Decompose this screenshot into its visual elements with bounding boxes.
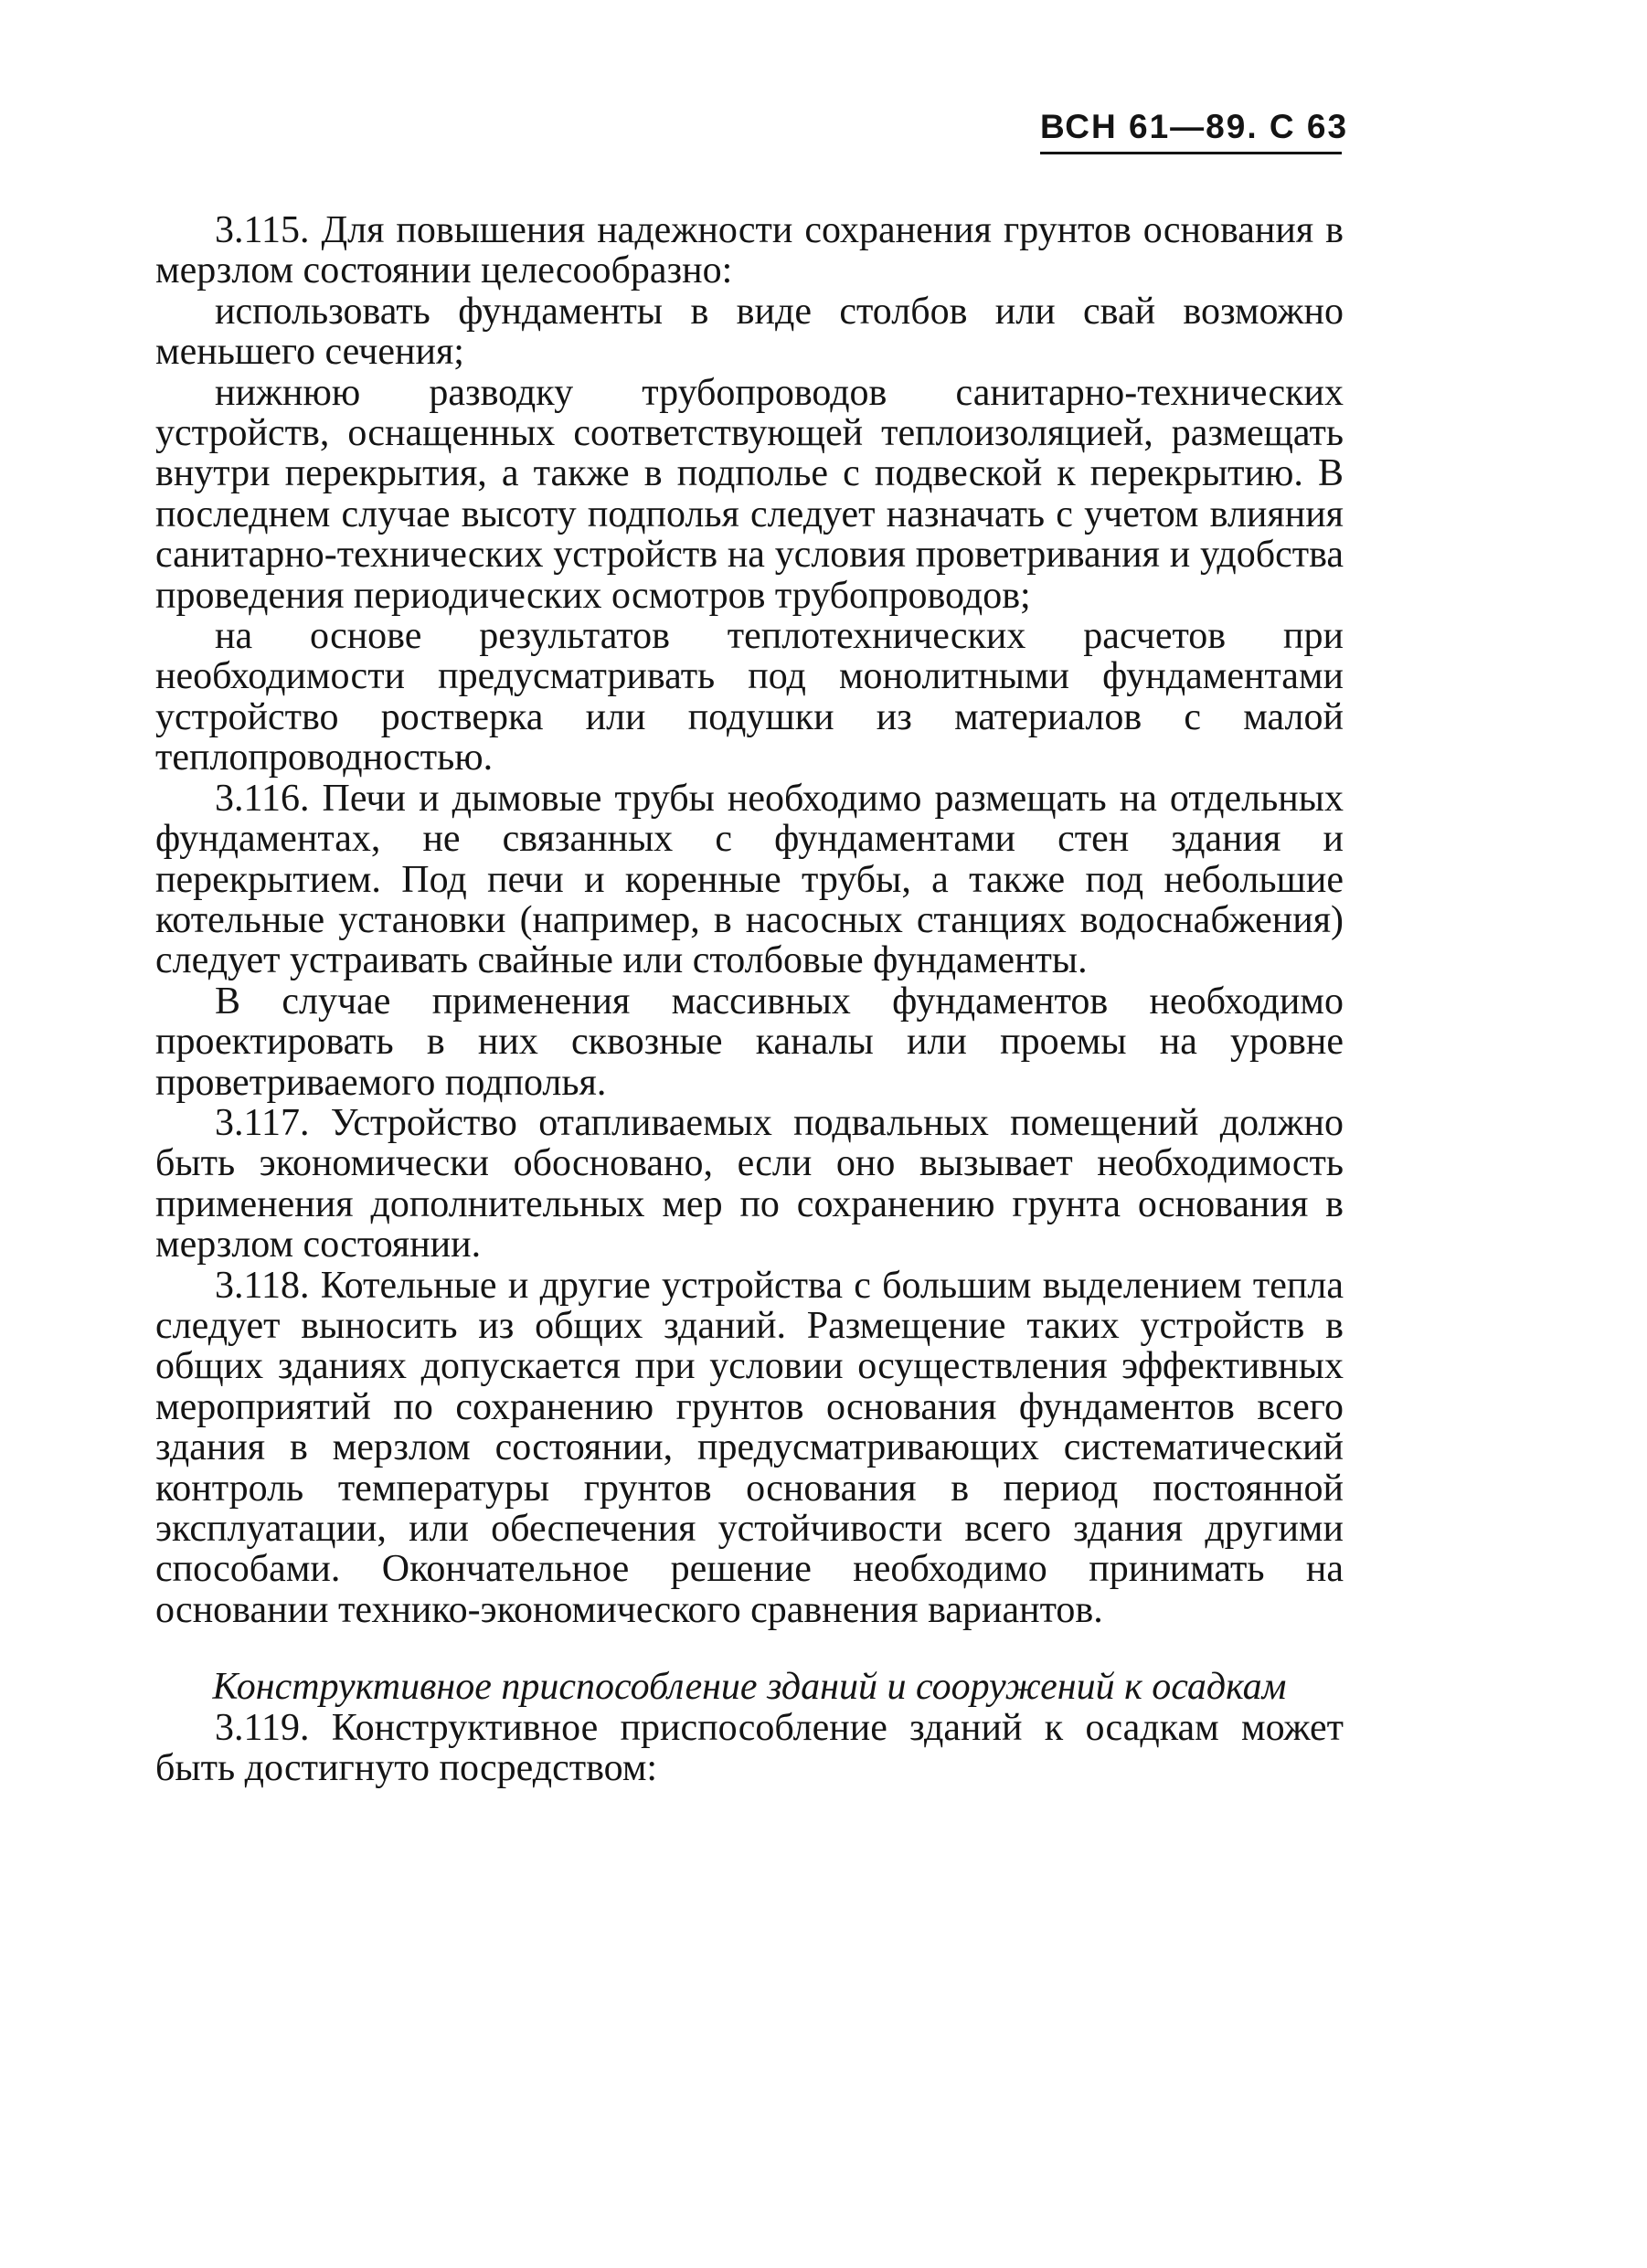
paragraph-3-119: 3.119. Конструктивное приспособление зданий к осадкам может быть достигнуто посредством: [155,1706,1344,1790]
paragraph-massive-foundations: В случае применения массивных фундаментов необходимо проектировать в них сквозные каналы или проемы на уровне проветриваемого подполья. [155,980,1344,1104]
section-heading: Конструктивное приспособление зданий и сооружений к осадкам [212,1666,1287,1709]
page-header: ВСН 61—89. С 63 [1040,108,1342,154]
paragraph-list-item-3: на основе результатов теплотехнических расчетов при необходимости предусматривать под монолитными фундаментами устройство ростверка или подушки из материалов с малой теплопроводностью. [155,615,1344,779]
paragraph-3-118: 3.118. Котельные и другие устройства с большим выделением тепла следует выносить из общих зданий. Размещение таких устройств в общих зданиях допускается при условии осуществления эффективных мероприятий по сохранению грунтов основания фундаментов всего здания в мерзлом состоянии, предусматривающих систематический контроль температуры грунтов основания в период постоянной эксплуатации, или обеспечения устойчивости всего здания другими способами. Окончательное решение необходимо принимать на основании технико-экономического сравнения вариантов. [155,1264,1344,1631]
paragraph-3-116: 3.116. Печи и дымовые трубы необходимо размещать на отдельных фундаментах, не связанных с фундаментами стен здания и перекрытием. Под печи и коренные трубы, а также под небольшие котельные установки (например, в насосных станциях водоснабжения) следует устраивать свайные или столбовые фундаменты. [155,777,1344,982]
paragraph-list-item-1: использовать фундаменты в виде столбов или свай возможно меньшего сечения; [155,290,1344,374]
paragraph-3-115: 3.115. Для повышения надежности сохранения грунтов основания в мерзлом состоянии целесообразно: [155,209,1344,292]
body-text [155,210,1344,1788]
paragraph-3-117: 3.117. Устройство отапливаемых подвальных помещений должно быть экономически обосновано, если оно вызывает необходимость применения дополнительных мер по сохранению грунта основания в мерзлом состоянии. [155,1101,1344,1266]
paragraph-list-item-2: нижнюю разводку трубопроводов санитарно-технических устройств, оснащенных соответствующей теплоизоляцией, размещать внутри перекрытия, а также в подполье с подвеской к перекрытию. В последнем случае высоту подполья следует назначать с учетом влияния санитарно-технических устройств на условия проветривания и удобства проведения периодических осмотров трубопроводов; [155,371,1344,617]
